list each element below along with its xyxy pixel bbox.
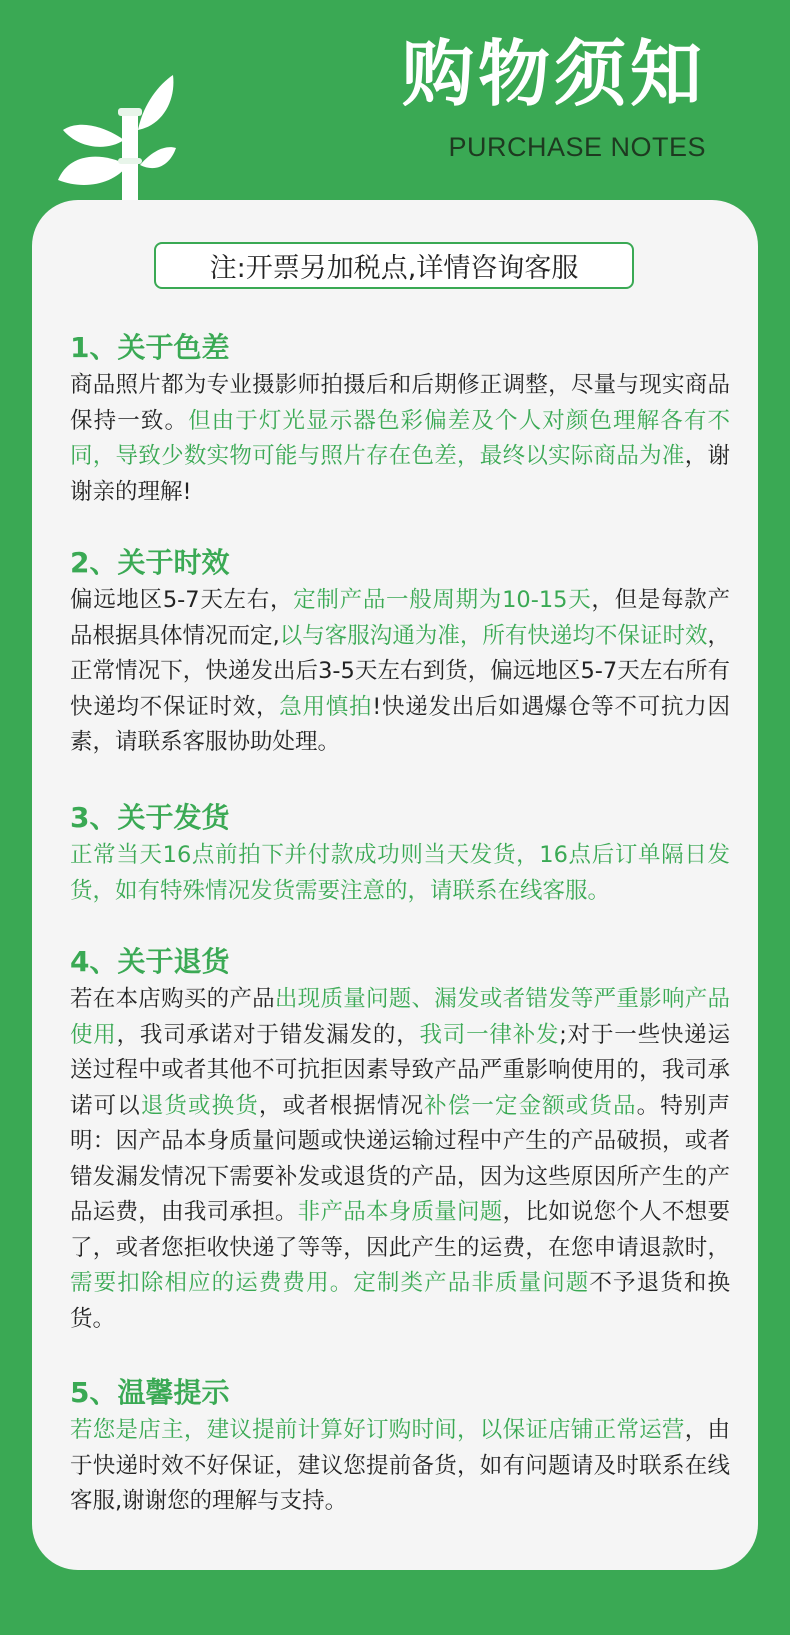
section-body: 若您是店主，建议提前计算好订购时间，以保证店铺正常运营，由于快递时效不好保证，建议您提前备货，如有问题请及时联系在线客服,谢谢您的理解与支持。 xyxy=(70,1417,730,1514)
section-tips xyxy=(70,1375,730,1520)
section-body: 若在本店购买的产品出现质量问题、漏发或者错发等严重影响产品使用，我司承诺对于错发漏发的，我司一律补发;对于一些快递运送过程中或者其他不可抗拒因素导致产品严重影响使用的，我司承诺可以退货或换货，或者根据情况补偿一定金额或货品。特别声明：因产品本身质量问题或快递运输过程中产生的产品破损，或者错发漏发情况下需要补发或退货的产品，因为这些原因所产生的产品运费，由我司承担。非产品本身质量问题，比如说您个人不想要了，或者您拒收快递了等等，因此产生的运费，在您申请退款时，需要扣除相应的运费费用。定制类产品非质量问题不予退货和换货。 xyxy=(70,986,730,1332)
section-heading: 2、关于时效 xyxy=(70,546,230,579)
section-heading: 4、关于退货 xyxy=(70,945,230,978)
bamboo-icon xyxy=(58,70,178,220)
section-body: 正常当天16点前拍下并付款成功则当天发货，16点后订单隔日发货，如有特殊情况发货需要注意的，请联系在线客服。 xyxy=(70,842,730,904)
section-shipping xyxy=(70,800,730,909)
section-delivery-time xyxy=(70,545,730,761)
invoice-notice-text: 注:开票另加税点,详情咨询客服 xyxy=(209,253,579,284)
section-body: 偏远地区5-7天左右，定制产品一般周期为10-15天，但是每款产品根据具体情况而定,以与客服沟通为准，所有快递均不保证时效，正常情况下，快递发出后3-5天左右到货，偏远地区5-7天左右所有快递均不保证时效，急用慎拍!快递发出后如遇爆仓等不可抗力因素，请联系客服协助处理。 xyxy=(70,587,730,755)
page-subtitle: PURCHASE NOTES xyxy=(448,132,706,162)
section-color-difference xyxy=(70,330,730,510)
section-body: 商品照片都为专业摄影师拍摄后和后期修正调整，尽量与现实商品保持一致。但由于灯光显示器色彩偏差及个人对颜色理解各有不同，导致少数实物可能与照片存在色差，最终以实际商品为准，谢谢亲的理解! xyxy=(70,372,730,505)
section-returns xyxy=(70,944,730,1337)
section-heading: 1、关于色差 xyxy=(70,331,230,364)
invoice-notice-box xyxy=(154,242,634,289)
section-heading: 5、温馨提示 xyxy=(70,1376,230,1409)
section-heading: 3、关于发货 xyxy=(70,801,230,834)
page-title: 购物须知 xyxy=(401,32,706,116)
